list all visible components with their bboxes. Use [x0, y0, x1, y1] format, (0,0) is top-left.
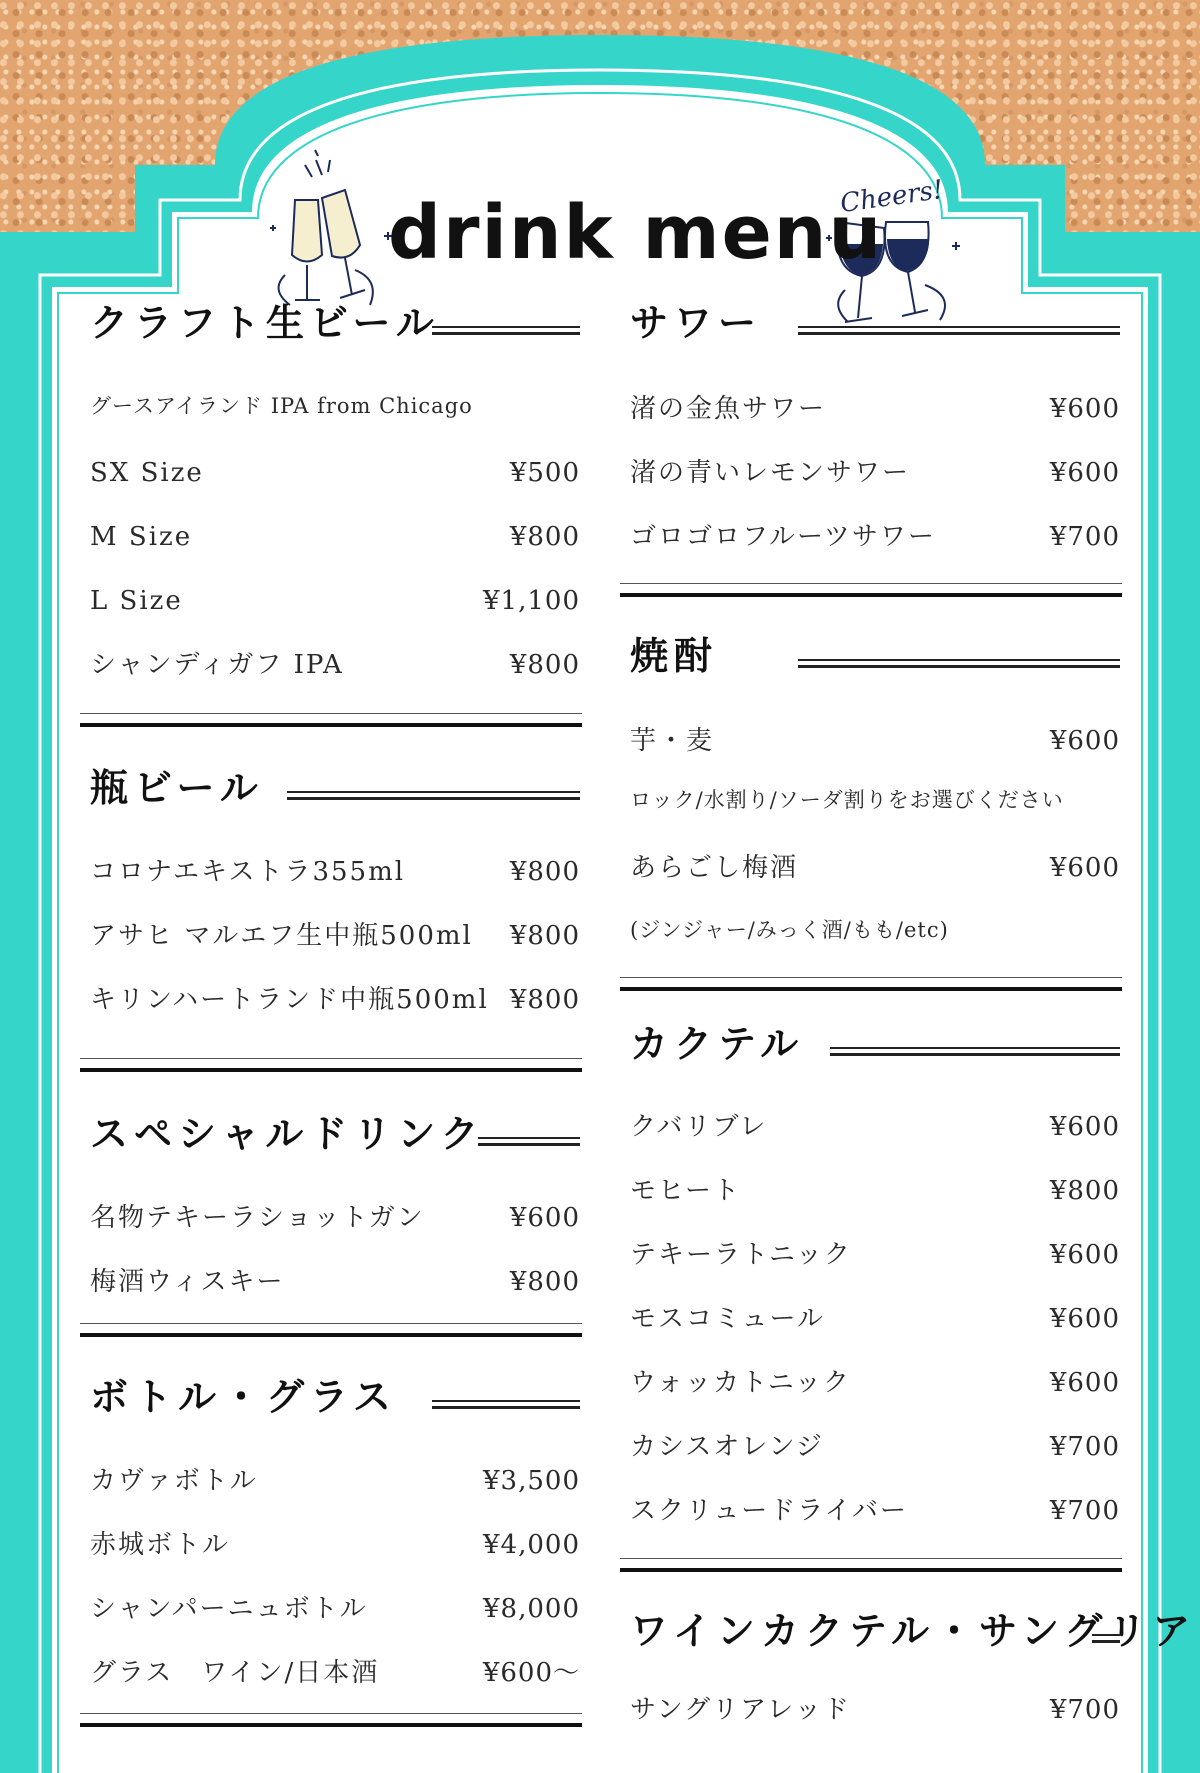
- section-divider: [620, 583, 1122, 597]
- menu-item: [630, 1242, 1120, 1268]
- menu-item-name: 芋・麦: [630, 726, 715, 756]
- menu-item-name: スクリュードライバー: [630, 1496, 908, 1526]
- menu-item: [90, 1596, 580, 1622]
- section-heading: サワー: [630, 301, 763, 345]
- menu-item: [630, 1114, 1120, 1140]
- section-divider: [80, 1058, 582, 1072]
- menu-item-price: ¥700: [1049, 522, 1120, 552]
- menu-item: [630, 790, 1120, 811]
- menu-item-name: カシスオレンジ: [630, 1432, 824, 1462]
- menu-item-name: カヴァボトル: [90, 1466, 258, 1496]
- menu-item: [90, 1468, 580, 1494]
- menu-item-price: ¥800: [509, 985, 580, 1015]
- menu-item-price: ¥600: [1049, 1240, 1120, 1270]
- menu-item: [90, 987, 580, 1013]
- heading-rule: [1092, 1634, 1120, 1643]
- heading-rule: [798, 326, 1120, 335]
- menu-item-name: ウォッカトニック: [630, 1368, 851, 1398]
- menu-item-name: グースアイランド IPA from Chicago: [90, 394, 473, 418]
- menu-item: [90, 859, 580, 885]
- section-heading: クラフト生ビール: [90, 301, 440, 345]
- heading-rule: [432, 326, 580, 335]
- menu-item-price: ¥600: [1049, 458, 1120, 488]
- menu-item-name: (ジンジャー/みっく酒/もも/etc): [630, 918, 949, 942]
- section-heading: 瓶ビール: [90, 766, 264, 810]
- section-divider: [80, 713, 582, 727]
- menu-item-price: ¥800: [509, 857, 580, 887]
- menu-item: [630, 1498, 1120, 1524]
- section-divider: [620, 1558, 1122, 1572]
- menu-item: [90, 588, 580, 614]
- section-divider: [80, 1323, 582, 1337]
- heading-rule: [432, 1400, 580, 1409]
- section-heading: 焼酎: [630, 634, 719, 678]
- menu-item-price: ¥600: [1049, 394, 1120, 424]
- menu-item-name: あらごし梅酒: [630, 853, 799, 883]
- section-heading: ワインカクテル・サングリア: [630, 1609, 1197, 1653]
- menu-item: [90, 396, 580, 417]
- menu-item: [90, 923, 580, 949]
- menu-item: [90, 652, 580, 678]
- section-heading: カクテル: [630, 1022, 805, 1066]
- menu-item-price: ¥800: [509, 1267, 580, 1297]
- menu-item-name: サングリアレッド: [630, 1695, 851, 1725]
- menu-item-name: テキーラトニック: [630, 1240, 852, 1270]
- menu-item-name: キリンハートランド中瓶500ml: [90, 985, 489, 1015]
- menu-item-price: ¥500: [509, 458, 580, 488]
- menu-item-name: ロック/水割り/ソーダ割りをお選びください: [630, 788, 1064, 812]
- menu-item-name: 赤城ボトル: [90, 1530, 231, 1560]
- section-heading: ボトル・グラス: [90, 1375, 397, 1419]
- menu-item-name: コロナエキストラ355ml: [90, 857, 406, 887]
- cheers-text: Cheers!: [838, 174, 946, 220]
- menu-item-price: ¥600: [1049, 1368, 1120, 1398]
- menu-item-name: シャンディガフ IPA: [90, 650, 344, 680]
- menu-item-name: アサヒ マルエフ生中瓶500ml: [90, 921, 473, 951]
- menu-item-price: ¥600: [1049, 1304, 1120, 1334]
- menu-item-price: ¥4,000: [483, 1530, 580, 1560]
- menu-item-name: シャンパーニュボトル: [90, 1594, 368, 1624]
- heading-rule: [830, 1047, 1120, 1056]
- menu-item-name: 渚の青いレモンサワー: [630, 458, 911, 488]
- menu-item: [630, 524, 1120, 550]
- menu-item: [630, 855, 1120, 881]
- menu-item: [630, 1434, 1120, 1460]
- menu-item-name: 名物テキーラショットガン: [90, 1203, 425, 1233]
- menu-item-price: ¥800: [509, 522, 580, 552]
- heading-rule: [287, 791, 580, 800]
- menu-item: [90, 1532, 580, 1558]
- menu-item-name: モヒート: [630, 1176, 741, 1206]
- menu-item-price: ¥800: [509, 650, 580, 680]
- menu-item-name: SX Size: [90, 458, 204, 488]
- menu-item-price: ¥600: [1049, 853, 1120, 883]
- menu-item-price: ¥800: [509, 921, 580, 951]
- menu-item: [90, 524, 580, 550]
- menu-item-price: ¥700: [1049, 1496, 1120, 1526]
- menu-item-price: ¥600: [1049, 726, 1120, 756]
- menu-item-price: ¥700: [1049, 1695, 1120, 1725]
- menu-item: [90, 460, 580, 486]
- heading-rule: [798, 659, 1120, 668]
- menu-item-name: L Size: [90, 586, 183, 616]
- menu-item: [630, 1370, 1120, 1396]
- menu-item: [630, 460, 1120, 486]
- menu-item-price: ¥600: [509, 1203, 580, 1233]
- menu-item: [630, 1697, 1120, 1723]
- menu-item-name: モスコミュール: [630, 1304, 825, 1334]
- menu-item: [90, 1269, 580, 1295]
- menu-item-price: ¥3,500: [483, 1466, 580, 1496]
- menu-item-price: ¥8,000: [483, 1594, 580, 1624]
- menu-item: [90, 1660, 580, 1686]
- heading-rule: [478, 1137, 580, 1146]
- menu-item-name: 渚の金魚サワー: [630, 394, 827, 424]
- menu-item: [630, 728, 1120, 754]
- section-divider: [620, 977, 1122, 991]
- menu-item-price: ¥700: [1049, 1432, 1120, 1462]
- menu-item-price: ¥800: [1049, 1176, 1120, 1206]
- menu-item-price: ¥600: [1049, 1112, 1120, 1142]
- menu-title: drink menu: [388, 190, 884, 276]
- menu-item: [630, 396, 1120, 422]
- menu-item-price: ¥1,100: [483, 586, 580, 616]
- menu-item: [90, 1205, 580, 1231]
- section-divider: [80, 1713, 582, 1727]
- menu-item-name: クバリブレ: [630, 1112, 768, 1142]
- menu-item-name: ゴロゴロフルーツサワー: [630, 522, 936, 552]
- menu-item: [630, 1178, 1120, 1204]
- section-heading: スペシャルドリンク: [90, 1112, 485, 1156]
- menu-item-name: M Size: [90, 522, 193, 552]
- menu-item-name: グラス ワイン/日本酒: [90, 1658, 380, 1688]
- menu-item-price: ¥600～: [482, 1658, 580, 1688]
- menu-item: [630, 1306, 1120, 1332]
- menu-item: [630, 920, 1120, 941]
- menu-item-name: 梅酒ウィスキー: [90, 1267, 285, 1297]
